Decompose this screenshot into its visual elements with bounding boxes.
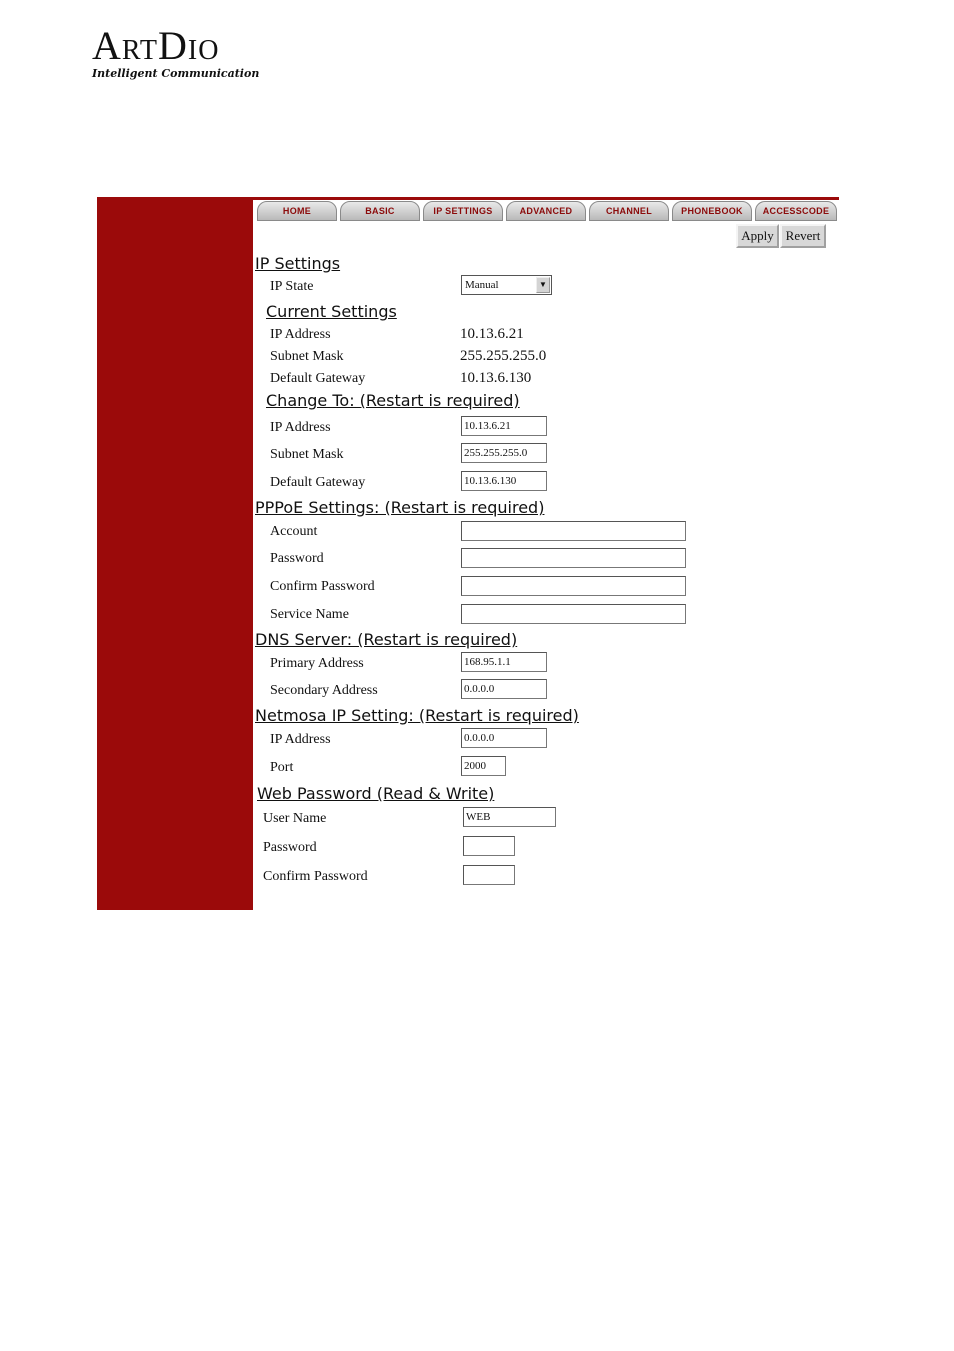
current-mask-label: Subnet Mask: [270, 349, 344, 364]
web-confirm-input[interactable]: [463, 865, 515, 885]
nav-tabs: [253, 200, 839, 223]
dns-primary-input[interactable]: 168.95.1.1: [461, 652, 547, 672]
change-ip-label: IP Address: [270, 420, 331, 435]
dns-title: DNS Server: (Restart is required): [255, 630, 518, 649]
web-password-label: Password: [263, 840, 317, 855]
logo-wordmark: ArtDio: [92, 23, 220, 68]
current-mask-value: 255.255.255.0: [460, 348, 547, 364]
apply-button[interactable]: Apply: [736, 224, 779, 248]
chevron-down-icon[interactable]: ▼: [536, 277, 550, 293]
tab-advanced[interactable]: ADVANCED: [506, 201, 586, 221]
pppoe-account-input[interactable]: [461, 521, 686, 541]
logo-tagline: Intelligent Communication: [92, 67, 260, 80]
netmosa-port-label: Port: [270, 760, 294, 775]
tab-accesscode[interactable]: ACCESSCODE: [755, 201, 837, 221]
ip-state-value: Manual: [465, 279, 499, 291]
web-password-input[interactable]: [463, 836, 515, 856]
ip-state-select[interactable]: [461, 275, 552, 295]
pppoe-password-input[interactable]: [461, 548, 686, 568]
tab-home[interactable]: HOME: [257, 201, 337, 221]
pppoe-title: PPPoE Settings: (Restart is required): [255, 498, 545, 517]
change-to-title: Change To: (Restart is required): [266, 391, 520, 410]
current-ip-value: 10.13.6.21: [460, 326, 524, 342]
tab-ip-settings[interactable]: IP SETTINGS: [423, 201, 503, 221]
netmosa-port-input[interactable]: 2000: [461, 756, 506, 776]
artdio-logo: [92, 23, 260, 80]
ip-state-label: IP State: [270, 279, 314, 294]
netmosa-ip-label: IP Address: [270, 732, 331, 747]
revert-button[interactable]: Revert: [780, 224, 826, 248]
web-user-input[interactable]: WEB: [463, 807, 556, 827]
pppoe-account-label: Account: [270, 524, 318, 539]
dns-secondary-input[interactable]: 0.0.0.0: [461, 679, 547, 699]
dns-secondary-label: Secondary Address: [270, 683, 378, 698]
pppoe-service-label: Service Name: [270, 607, 349, 622]
current-gateway-value: 10.13.6.130: [460, 370, 532, 386]
tab-basic[interactable]: BASIC: [340, 201, 420, 221]
dns-primary-label: Primary Address: [270, 656, 364, 671]
netmosa-ip-input[interactable]: 0.0.0.0: [461, 728, 547, 748]
change-gateway-input[interactable]: 10.13.6.130: [461, 471, 547, 491]
current-settings-title: Current Settings: [266, 302, 397, 321]
pppoe-confirm-input[interactable]: [461, 576, 686, 596]
pppoe-confirm-label: Confirm Password: [270, 579, 375, 594]
change-gateway-label: Default Gateway: [270, 475, 366, 490]
change-mask-label: Subnet Mask: [270, 447, 344, 462]
tab-phonebook[interactable]: PHONEBOOK: [672, 201, 752, 221]
tab-channel[interactable]: CHANNEL: [589, 201, 669, 221]
netmosa-title: Netmosa IP Setting: (Restart is required): [255, 706, 579, 725]
current-ip-label: IP Address: [270, 327, 331, 342]
change-ip-input[interactable]: 10.13.6.21: [461, 416, 547, 436]
sidebar: [97, 197, 253, 910]
pppoe-service-input[interactable]: [461, 604, 686, 624]
current-gateway-label: Default Gateway: [270, 371, 366, 386]
web-confirm-label: Confirm Password: [263, 869, 368, 884]
web-password-title: Web Password (Read & Write): [257, 784, 495, 803]
pppoe-password-label: Password: [270, 551, 324, 566]
change-mask-input[interactable]: 255.255.255.0: [461, 443, 547, 463]
ip-settings-title: IP Settings: [255, 254, 341, 273]
web-user-label: User Name: [263, 811, 327, 826]
